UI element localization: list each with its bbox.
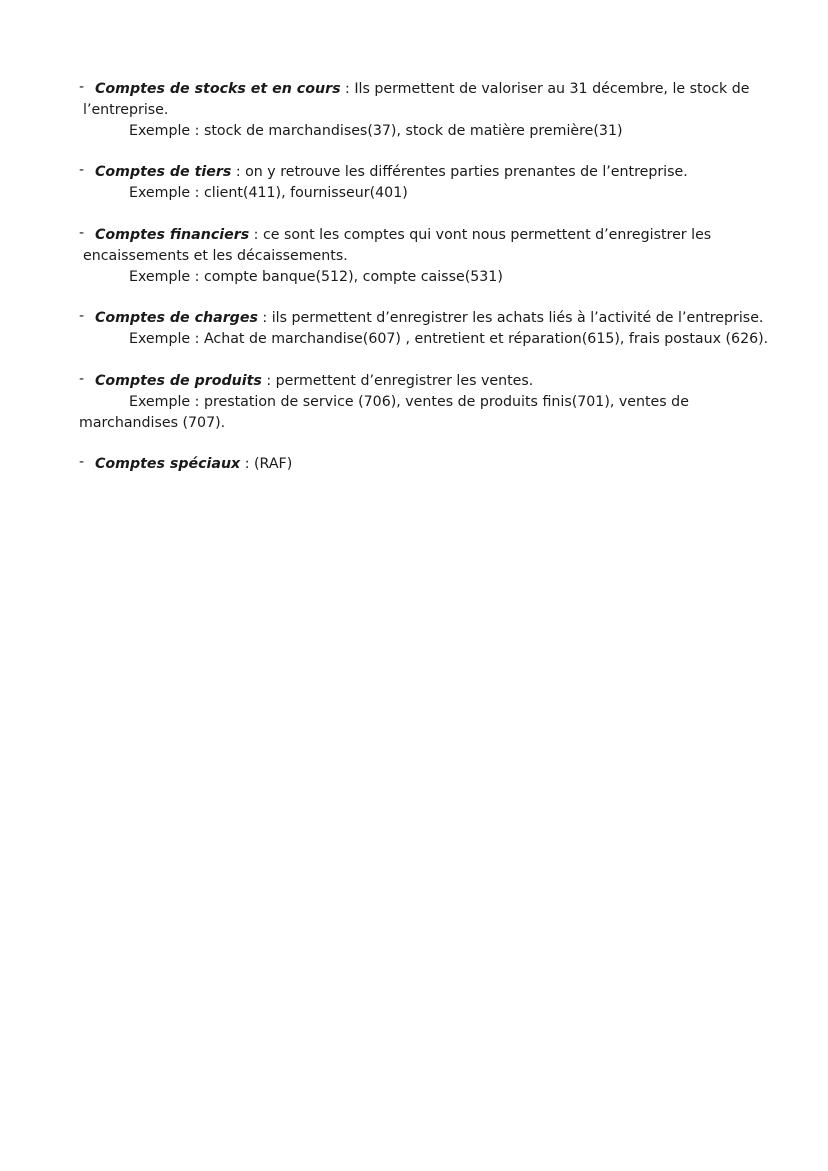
desc-speciaux: : (RAF): [240, 456, 293, 472]
term-produits: Comptes de produits: [95, 373, 262, 389]
example-tiers: Exemple : client(411), fournisseur(401): [129, 185, 408, 201]
desc-stocks: : Ils permettent de valoriser au 31 décembre, le stock de: [340, 81, 750, 97]
list-item-stocks: [79, 79, 759, 142]
bullet-dash: -: [79, 454, 85, 470]
term-speciaux: Comptes spéciaux: [95, 456, 241, 472]
term-financiers: Comptes financiers: [95, 227, 250, 243]
desc-financiers: : ce sont les comptes qui vont nous permettent d’enregistrer les: [249, 227, 712, 243]
bullet-dash: -: [79, 371, 85, 387]
term-tiers: Comptes de tiers: [95, 164, 232, 180]
term-stocks: Comptes de stocks et en cours: [95, 81, 341, 97]
bullet-dash: -: [79, 79, 85, 95]
example-charges: Exemple : Achat de marchandise(607) , entretient et réparation(615), frais postaux (626).: [129, 331, 769, 347]
example-financiers: Exemple : compte banque(512), compte caisse(531): [129, 269, 503, 285]
desc-financiers-cont: encaissements et les décaissements.: [83, 248, 348, 264]
desc-stocks-cont: l’entreprise.: [83, 102, 169, 118]
example-produits-cont: marchandises (707).: [79, 415, 226, 431]
list-item-produits: [79, 371, 759, 434]
bullet-dash: -: [79, 308, 85, 324]
desc-charges: : ils permettent d’enregistrer les achats liés à l’activité de l’entreprise.: [257, 310, 764, 326]
term-charges: Comptes de charges: [95, 310, 258, 326]
desc-produits: : permettent d’enregistrer les ventes.: [261, 373, 534, 389]
list-item-tiers: [79, 162, 759, 204]
example-produits: Exemple : prestation de service (706), ventes de produits finis(701), ventes de: [129, 394, 689, 410]
example-stocks: Exemple : stock de marchandises(37), stock de matière première(31): [129, 123, 623, 139]
bullet-dash: -: [79, 162, 85, 178]
desc-tiers: : on y retrouve les différentes parties prenantes de l’entreprise.: [231, 164, 688, 180]
list-item-financiers: [79, 225, 759, 288]
list-item-charges: [79, 308, 769, 350]
bullet-dash: -: [79, 225, 85, 241]
list-item-speciaux: [79, 454, 759, 475]
